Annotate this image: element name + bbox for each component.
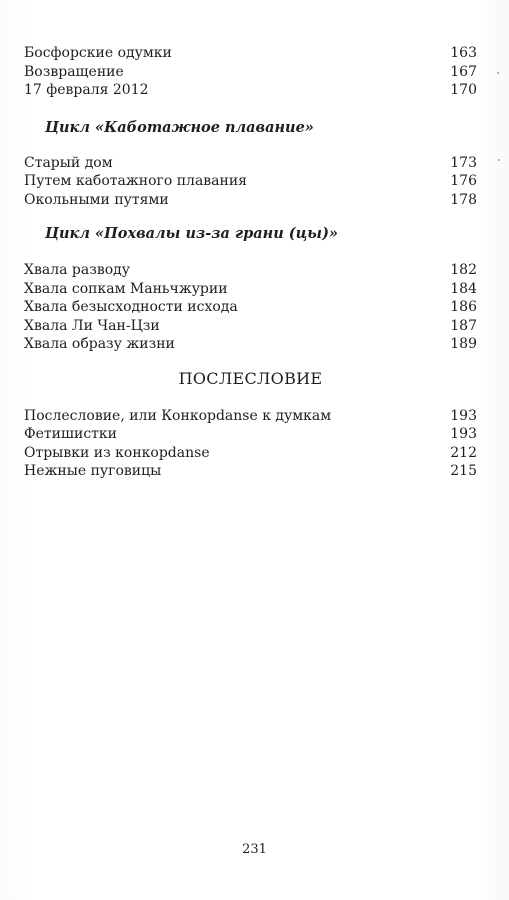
table-of-contents <box>24 44 477 481</box>
page-number: 231 <box>242 842 267 857</box>
toc-entry-page: 176 <box>450 173 477 189</box>
paper-speck <box>497 72 499 74</box>
toc-entry-title: Путем каботажного плавания <box>24 173 248 189</box>
toc-entry-title: 17 февраля 2012 <box>24 82 149 98</box>
toc-entry-title: Нежные пуговицы <box>24 463 162 479</box>
toc-entry-page: 173 <box>450 154 477 171</box>
toc-entry-title: Отрывки из конкорdanse <box>24 444 210 461</box>
toc-group-2 <box>24 154 477 210</box>
cycle-heading-praises: Цикл «Похвалы из-за грани (цы)» <box>45 225 338 242</box>
toc-entry-page: 215 <box>450 463 477 479</box>
toc-entry-page: 186 <box>450 299 477 315</box>
toc-entry-page: 189 <box>450 336 477 352</box>
toc-entry-title: Хвала безысходности исхода <box>24 299 238 315</box>
toc-entry <box>24 317 477 336</box>
toc-entry <box>24 444 477 463</box>
toc-entry-page: 187 <box>450 317 477 334</box>
toc-entry <box>24 261 477 280</box>
toc-entry <box>24 191 477 210</box>
toc-entry-page: 163 <box>450 45 477 61</box>
toc-entry-title: Окольными путями <box>24 191 169 208</box>
toc-entry-page: 193 <box>450 426 477 442</box>
toc-entry-title: Фетишистки <box>24 426 117 442</box>
toc-entry <box>24 280 477 299</box>
toc-entry <box>24 407 477 426</box>
toc-entry <box>24 462 477 481</box>
toc-entry-title: Возвращение <box>24 63 124 80</box>
toc-entry-page: 178 <box>450 191 477 208</box>
toc-entry-title: Босфорские одумки <box>24 45 172 61</box>
toc-group-1 <box>24 44 477 100</box>
paper-speck <box>498 159 500 161</box>
toc-entry-page: 182 <box>450 262 477 278</box>
afterword-heading: ПОСЛЕСЛОВИЕ <box>178 368 323 388</box>
toc-entry-page: 170 <box>450 82 477 98</box>
toc-entry <box>24 63 477 82</box>
toc-entry-page: 193 <box>450 407 477 424</box>
toc-entry-title: Старый дом <box>24 154 113 171</box>
toc-entry-page: 184 <box>450 280 477 297</box>
toc-entry <box>24 81 477 100</box>
toc-entry <box>24 298 477 317</box>
toc-entry-title: Хвала разводу <box>24 262 130 278</box>
toc-entry <box>24 154 477 173</box>
toc-entry <box>24 335 477 354</box>
cycle-heading-cabotage: Цикл «Каботажное плавание» <box>45 118 314 136</box>
toc-entry-title: Хвала сопкам Маньчжурии <box>24 280 228 297</box>
toc-group-4 <box>24 407 477 481</box>
toc-entry-title: Послесловие, или Конкорdanse к думкам <box>24 407 332 424</box>
toc-entry-title: Хвала образу жизни <box>24 336 175 352</box>
toc-entry-page: 167 <box>450 63 477 80</box>
toc-entry-page: 212 <box>450 444 477 461</box>
toc-entry <box>24 44 477 63</box>
toc-entry-title: Хвала Ли Чан-Цзи <box>24 317 160 334</box>
toc-entry <box>24 172 477 191</box>
toc-entry <box>24 425 477 444</box>
toc-group-3 <box>24 261 477 354</box>
